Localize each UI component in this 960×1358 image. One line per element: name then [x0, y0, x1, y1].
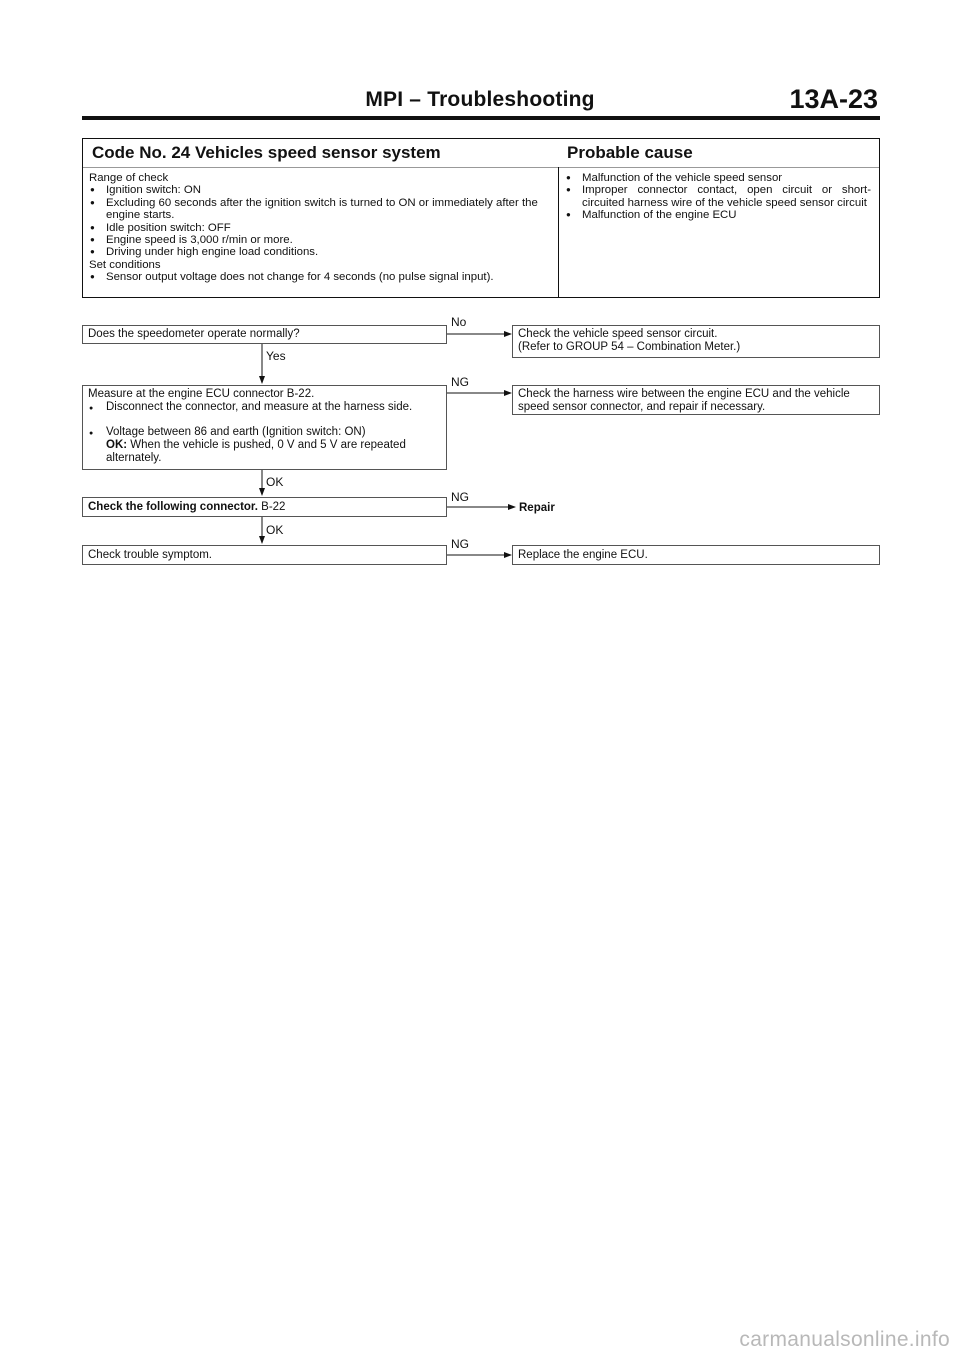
- check-connector-box: [82, 497, 447, 517]
- code-heading: Code No. 24 Vehicles speed sensor system: [92, 143, 441, 162]
- repair-result: Repair: [519, 502, 555, 514]
- branch-ok-label: OK: [266, 523, 284, 537]
- step-text: Measure at the engine ECU connector B-22.: [88, 388, 315, 400]
- range-item: ● Ignition switch: ON: [89, 184, 551, 196]
- watermark: carmanualsonline.info: [739, 1328, 950, 1351]
- cause-item: ● Improper connector contact, open circuit or short-circuited harness wire of the vehicle speed sensor circuit: [565, 184, 871, 209]
- step-text: B-22: [257, 501, 286, 513]
- set-conditions-label: Set conditions: [89, 258, 161, 271]
- branch-ok-label: OK: [266, 475, 284, 489]
- branch-ng-label: NG: [451, 375, 469, 389]
- ok-key: OK:: [106, 439, 128, 451]
- step-bullet: ● Voltage between 86 and earth (Ignition switch: ON): [88, 426, 441, 439]
- ok-text: When the vehicle is pushed, 0 V and 5 V are repeated alternately.: [106, 439, 406, 464]
- check-harness-box: [512, 385, 880, 415]
- step-text-bold: Check the following connector.: [88, 501, 258, 513]
- range-label: Range of check: [89, 172, 169, 184]
- page-number: 13A-23: [789, 84, 878, 114]
- page-title: MPI – Troubleshooting: [365, 88, 595, 111]
- result-text: Check the harness wire between the engine ECU and the vehicle speed sensor connector, and repair if necessary.: [518, 388, 850, 413]
- branch-no-label: No: [451, 315, 467, 329]
- question-text: Does the speedometer operate normally?: [88, 328, 300, 340]
- check-sensor-circuit-box: [512, 325, 880, 358]
- measure-ecu-connector-box: [82, 385, 447, 470]
- probable-cause-heading: Probable cause: [567, 143, 693, 162]
- result-line: Check the vehicle speed sensor circuit.: [518, 328, 718, 340]
- check-symptom-box: [82, 545, 447, 565]
- set-condition-item: ● Sensor output voltage does not change for 4 seconds (no pulse signal input).: [89, 271, 551, 283]
- branch-ng-label: NG: [451, 490, 469, 504]
- result-text: Replace the engine ECU.: [518, 549, 648, 561]
- branch-ng-label: NG: [451, 537, 469, 551]
- cause-item: ● Malfunction of the vehicle speed sensor: [565, 172, 871, 184]
- cause-item: ● Malfunction of the engine ECU: [565, 209, 871, 221]
- range-item: ● Idle position switch: OFF: [89, 222, 551, 234]
- range-item: ● Excluding 60 seconds after the ignition switch is turned to ON or immediately after the engine starts.: [89, 197, 551, 222]
- ok-condition: [88, 439, 441, 465]
- step-text: Check trouble symptom.: [88, 549, 212, 561]
- branch-yes-label: Yes: [266, 349, 286, 363]
- range-item: ● Driving under high engine load conditions.: [89, 246, 551, 258]
- result-line: (Refer to GROUP 54 – Combination Meter.): [518, 341, 741, 353]
- range-item: ● Engine speed is 3,000 r/min or more.: [89, 234, 551, 246]
- speedometer-question-box: [82, 325, 447, 344]
- step-bullet: ● Disconnect the connector, and measure at the harness side.: [88, 401, 441, 414]
- replace-ecu-box: [512, 545, 880, 565]
